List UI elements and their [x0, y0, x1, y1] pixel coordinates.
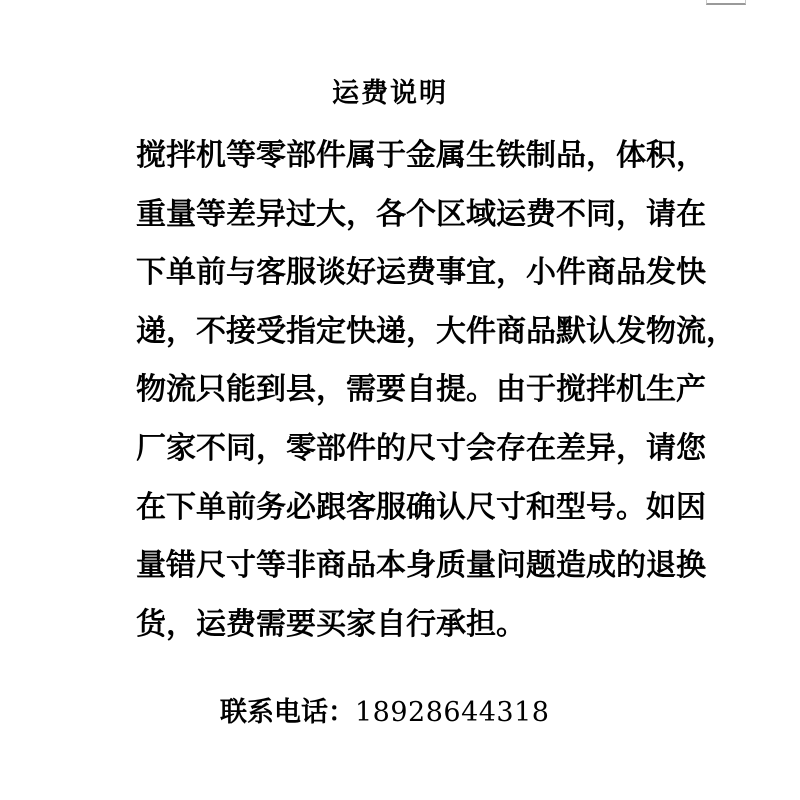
notice-line: 下单前与客服谈好运费事宜，小件商品发快	[136, 255, 706, 291]
notice-line: 货，运费需要买家自行承担。	[136, 606, 526, 642]
notice-line: 物流只能到县，需要自提。由于搅拌机生产	[136, 372, 706, 408]
notice-line: 量错尺寸等非商品本身质量问题造成的退换	[136, 548, 706, 584]
notice-line: 搅拌机等零部件属于金属生铁制品，体积，	[136, 138, 706, 173]
notice-line: 递，不接受指定快递，大件商品默认发物流，	[136, 313, 736, 349]
document-title: 运费说明	[332, 78, 448, 109]
contact-line	[220, 692, 549, 734]
notice-line: 厂家不同，零部件的尺寸会存在差异，请您	[136, 430, 706, 466]
contact-phone-number: 18928644318	[355, 697, 550, 728]
shipping-notice-body	[136, 127, 736, 654]
notice-line: 重量等差异过大，各个区域运费不同，请在	[136, 196, 706, 232]
corner-decoration	[706, 0, 746, 5]
notice-line: 在下单前务必跟客服确认尺寸和型号。如因	[136, 489, 706, 525]
contact-label: 联系电话：	[220, 697, 355, 728]
